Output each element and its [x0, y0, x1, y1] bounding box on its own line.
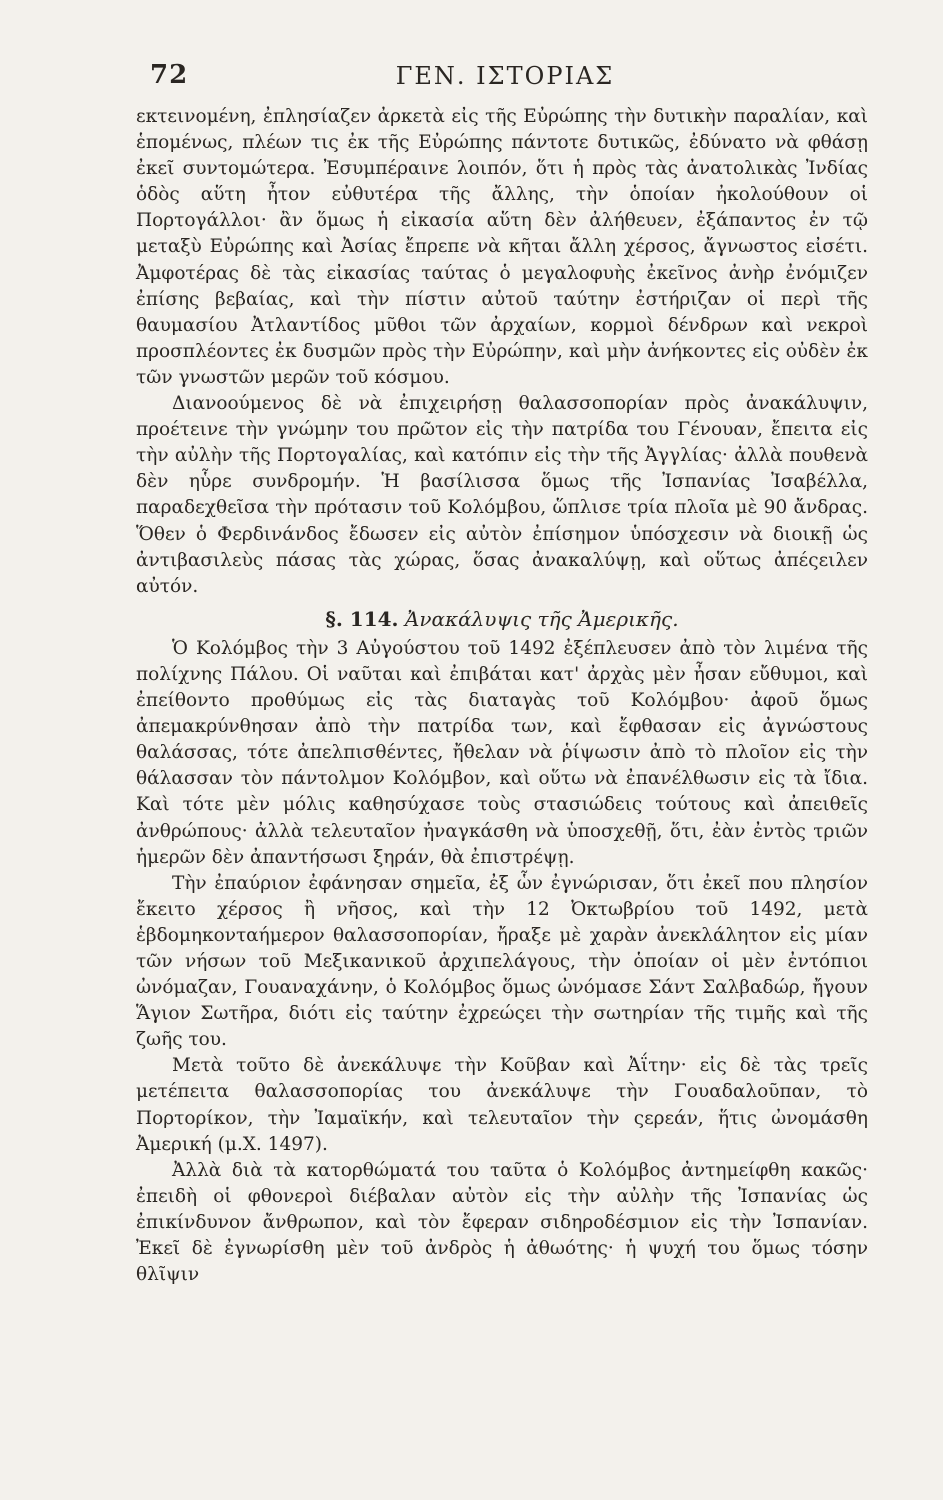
paragraph-2: Διανοούμενος δὲ νὰ ἐπιχειρήσῃ θαλασσοπορίαν πρὸς ἀνακάλυψιν, προέτεινε τὴν γνώμην του πρῶτον εἰς τὴν πατρίδα του Γένουαν, ἔπειτα εἰς τὴν αὐλὴν τῆς Πορτογαλίας, καὶ κατόπιν εἰς τὴν τῆς Ἀγγλίας· ἀλλὰ πουθενὰ δὲν ηὗρε συνδρομήν. Ἡ βασίλισσα ὅμως τῆς Ἰσπανίας Ἰσαβέλλα, παραδεχθεῖσα τὴν πρότασιν τοῦ Κολόμβου, ὥπλισε τρία πλοῖα μὲ 90 ἄνδρας. Ὅθεν ὁ Φερδινάνδος ἔδωσεν εἰς αὐτὸν ἐπίσημον ὑπόσχεσιν νὰ διοικῇ ὡς ἀντιβασιλεὺς πάσας τὰς χώρας, ὅσας ἀνακαλύψῃ, καὶ οὕτως ἀπέςειλεν αὐτόν.: [136, 393, 868, 597]
paragraph-6: Ἀλλὰ διὰ τὰ κατορθώματά του ταῦτα ὁ Κολόμβος ἀντημείφθη κακῶς· ἐπειδὴ οἱ φθονεροὶ διέβαλαν αὐτὸν εἰς τὴν αὐλὴν τῆς Ἰσπανίας ὡς ἐπικίνδυνον ἄνθρωπον, καὶ τὸν ἔφεραν σιδηροδέσμιον εἰς τὴν Ἰσπανίαν. Ἐκεῖ δὲ ἐγνωρίσθη μὲν τοῦ ἀνδρὸς ἡ ἀθωότης· ἡ ψυχή του ὅμως τόσην θλῖψιν: [136, 1159, 868, 1286]
running-title: ΓΕΝ. ΙΣΤΟΡΙΑΣ: [395, 62, 615, 90]
page-number: 72: [150, 60, 189, 90]
page-header: [140, 60, 870, 100]
body-text: [136, 104, 868, 1288]
section-heading: [136, 606, 868, 632]
section-number: §. 114.: [325, 606, 399, 631]
paragraph-1: εκτεινομένη, ἐπλησίαζεν ἀρκετὰ εἰς τῆς Εὐρώπης τὴν δυτικὴν παραλίαν, καὶ ἑπομένως, πλέων τις ἐκ τῆς Εὐρώπης πάντοτε δυτικῶς, ἐδύνατο νὰ φθάσῃ ἐκεῖ συντομώτερα. Ἐσυμπέραινε λοιπόν, ὅτι ἡ πρὸς τὰς ἀνατολικὰς Ἰνδίας ὁδὸς αὕτη ἦτον εὐθυτέρα τῆς ἄλλης, τὴν ὁποίαν ἠκολούθουν οἱ Πορτογάλλοι· ἂν ὅμως ἡ εἰκασία αὕτη δὲν ἀλήθευεν, ἐξάπαντος ἐν τῷ μεταξὺ Εὐρώπης καὶ Ἀσίας ἔπρεπε νὰ κῆται ἄλλη χέρσος, ἄγνωστος εἰσέτι. Ἀμφοτέρας δὲ τὰς εἰκασίας ταύτας ὁ μεγαλοφυὴς ἐκεῖνος ἀνὴρ ἐνόμιζεν ἐπίσης βεβαίας, καὶ τὴν πίστιν αὐτοῦ ταύτην ἐστήριζαν οἱ περὶ τῆς θαυμασίου Ἀτλαντίδος μῦθοι τῶν ἀρχαίων, κορμοὶ δένδρων καὶ νεκροὶ προσπλέοντες ἐκ δυσμῶν πρὸς τὴν Εὐρώπην, καὶ μὴν ἀνήκοντες εἰς οὐδὲν ἐκ τῶν γνωστῶν μερῶν τοῦ κόσμου.: [136, 106, 868, 388]
paragraph-5: Μετὰ τοῦτο δὲ ἀνεκάλυψε τὴν Κοῦβαν καὶ Ἀΐτην· εἰς δὲ τὰς τρεῖς μετέπειτα θαλασσοπορίας του ἀνεκάλυψε τὴν Γουαδαλοῦπαν, τὸ Πορτορίκον, τὴν Ἰαμαϊκήν, καὶ τελευταῖον τὴν ςερεάν, ἥτις ὠνομάσθη Ἀμερική (μ.Χ. 1497).: [136, 1055, 868, 1155]
section-title: Ἀνακάλυψις τῆς Ἀμερικῆς.: [404, 606, 679, 631]
paragraph-4: Τὴν ἐπαύριον ἐφάνησαν σημεῖα, ἐξ ὧν ἐγνώρισαν, ὅτι ἐκεῖ που πλησίον ἔκειτο χέρσος ἢ νῆσος, καὶ τὴν 12 Ὀκτωβρίου τοῦ 1492, μετὰ ἑβδομηκονταήμερον θαλασσοπορίαν, ἤραξε μὲ χαρὰν ἀνεκλάλητον εἰς μίαν τῶν νήσων τοῦ Μεξικανικοῦ ἀρχιπελάγους, τὴν ὁποίαν οἱ μὲν ἐντόπιοι ὠνόμαζαν, Γουαναχάνην, ὁ Κολόμβος ὅμως ὠνόμασε Σάντ Σαλβαδώρ, ἤγουν Ἅγιον Σωτῆρα, διότι εἰς ταύτην ἐχρεώςει τὴν σωτηρίαν τῆς τιμῆς καὶ τῆς ζωῆς του.: [136, 872, 868, 1051]
paragraph-3: Ὁ Κολόμβος τὴν 3 Αὐγούστου τοῦ 1492 ἐξέπλευσεν ἀπὸ τὸν λιμένα τῆς πολίχνης Πάλου. Οἱ ναῦται καὶ ἐπιβάται κατ' ἀρχὰς μὲν ἦσαν εὔθυμοι, καὶ ἐπείθοντο προθύμως εἰς τὰς διαταγὰς τοῦ Κολόμβου· ἀφοῦ ὅμως ἀπεμακρύνθησαν ἀπὸ τὴν πατρίδα των, καὶ ἔφθασαν εἰς ἀγνώστους θαλάσσας, τότε ἀπελπισθέντες, ἤθελαν νὰ ῥίψωσιν ἀπὸ τὸ πλοῖον εἰς τὴν θάλασσαν τὸν πάντολμον Κολόμβον, καὶ οὕτω νὰ ἐπανέλθωσιν εἰς τὰ ἴδια. Καὶ τότε μὲν μόλις καθησύχασε τοὺς στασιώδεις τούτους καὶ ἀπειθεῖς ἀνθρώπους· ἀλλὰ τελευταῖον ἠναγκάσθη νὰ ὑποσχεθῇ, ὅτι, ἐὰν ἐντὸς τριῶν ἡμερῶν δὲν ἀπαντήσωσι ξηράν, θὰ ἐπιστρέψῃ.: [136, 637, 868, 868]
